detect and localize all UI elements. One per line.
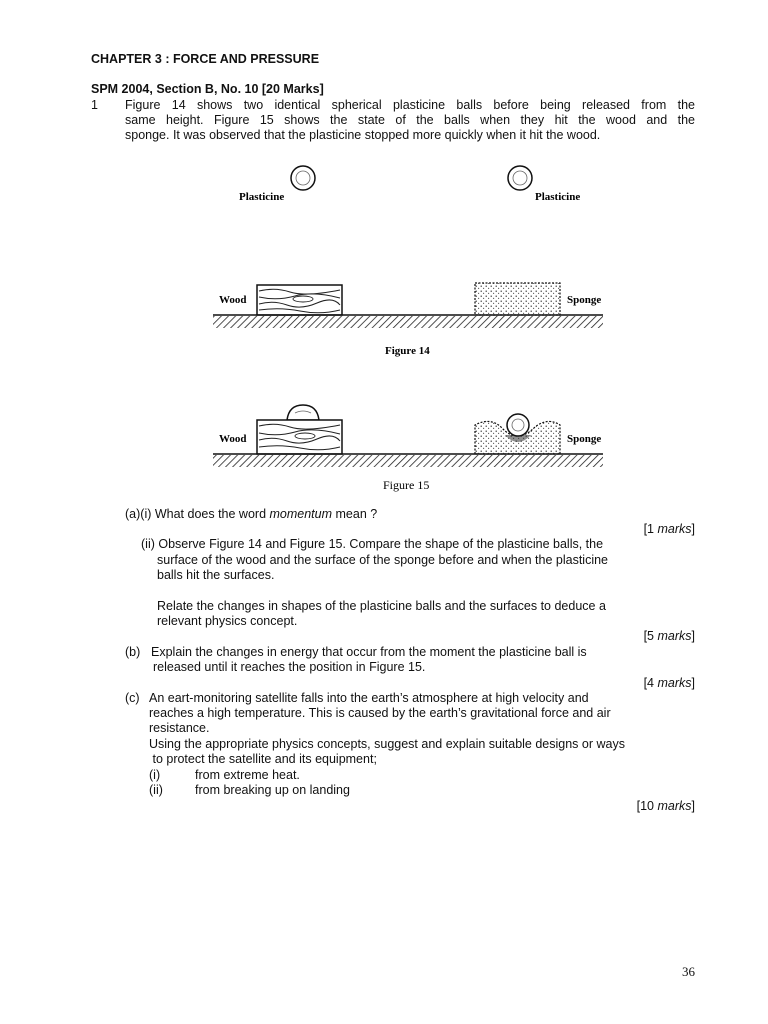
section-title: SPM 2004, Section B, No. 10 [20 Marks] bbox=[91, 82, 324, 96]
flattened-plasticine-ball bbox=[287, 405, 319, 420]
figure-14-caption: Figure 14 bbox=[385, 345, 430, 357]
fig15-label-sponge: Sponge bbox=[567, 433, 602, 445]
wood-block-fig15 bbox=[257, 420, 342, 454]
fig14-label-plasticine-left: Plasticine bbox=[239, 191, 285, 203]
marks-word: marks bbox=[657, 629, 692, 643]
part-c-marks bbox=[500, 799, 695, 815]
part-c-line-5: to protect the satellite and its equipment; bbox=[149, 752, 377, 766]
plasticine-ball-left bbox=[291, 166, 315, 190]
part-a-ii-line-3: balls hit the surfaces. bbox=[157, 568, 275, 582]
marks-word: marks bbox=[657, 799, 692, 813]
question-number: 1 bbox=[91, 98, 98, 112]
part-c-line-4: Using the appropriate physics concepts, suggest and explain suitable designs or ways bbox=[149, 737, 625, 751]
figure-15-caption: Figure 15 bbox=[383, 478, 430, 492]
marks-open: [4 bbox=[643, 676, 658, 690]
fig14-label-wood: Wood bbox=[219, 294, 247, 306]
part-a-ii-line-1: (ii) Observe Figure 14 and Figure 15. Compare the shape of the plasticine balls, the bbox=[141, 537, 604, 551]
marks-close: ] bbox=[691, 522, 695, 536]
marks-open: [5 bbox=[643, 629, 658, 643]
part-a-i-question bbox=[125, 507, 377, 523]
ground-surface-fig15 bbox=[213, 454, 603, 467]
wood-block bbox=[257, 285, 342, 315]
part-c-label: (c) bbox=[125, 691, 140, 705]
marks-word: marks bbox=[657, 522, 692, 536]
marks-open: [1 bbox=[643, 522, 658, 536]
ground-surface-fig14 bbox=[213, 315, 603, 328]
fig14-label-sponge: Sponge bbox=[567, 294, 602, 306]
intro-line-2: same height. Figure 15 shows the state of the balls when they hit the wood and the bbox=[125, 113, 695, 127]
marks-close: ] bbox=[691, 676, 695, 690]
part-b-line-2: released until it reaches the position in Figure 15. bbox=[153, 660, 426, 674]
part-a-ii-relate-2: relevant physics concept. bbox=[157, 614, 298, 628]
part-c-sub-i-label: (i) bbox=[149, 768, 161, 782]
intro-line-3: sponge. It was observed that the plasticine stopped more quickly when it hit the wood. bbox=[125, 128, 601, 142]
marks-close: ] bbox=[691, 799, 695, 813]
marks-open: [10 bbox=[636, 799, 658, 813]
part-a-i-marks bbox=[500, 522, 695, 538]
part-c-line-1: An eart-monitoring satellite falls into the earth’s atmosphere at high velocity and bbox=[149, 691, 589, 705]
fig15-label-wood: Wood bbox=[219, 433, 247, 445]
part-a-ii-relate-1: Relate the changes in shapes of the plasticine balls and the surfaces to deduce a bbox=[157, 599, 606, 613]
intro-line-1: Figure 14 shows two identical spherical plasticine balls before being released from the bbox=[125, 98, 695, 112]
part-c-line-3: resistance. bbox=[149, 721, 210, 735]
part-b-line-1: Explain the changes in energy that occur from the moment the plasticine ball is bbox=[151, 645, 587, 659]
part-a-ii-line-2: surface of the wood and the surface of the sponge before and when the plasticine bbox=[157, 553, 609, 567]
plasticine-ball-in-sponge bbox=[507, 414, 529, 436]
plasticine-ball-right bbox=[508, 166, 532, 190]
chapter-title: CHAPTER 3 : FORCE AND PRESSURE bbox=[91, 52, 320, 66]
page-number: 36 bbox=[682, 964, 695, 979]
part-a-i-prefix: (a)(i) What does the word bbox=[125, 507, 270, 521]
part-c-sub-ii-text: from breaking up on landing bbox=[195, 783, 350, 797]
marks-close: ] bbox=[691, 629, 695, 643]
part-c-sub-i-text: from extreme heat. bbox=[195, 768, 300, 782]
part-a-i-italic-term: momentum bbox=[269, 507, 333, 521]
figure-15-illustration bbox=[205, 395, 610, 500]
figure-14-illustration bbox=[205, 155, 610, 365]
fig14-label-plasticine-right: Plasticine bbox=[535, 191, 581, 203]
part-c-line-2: reaches a high temperature. This is caused by the earth’s gravitational force and air bbox=[149, 706, 611, 720]
part-c-sub-ii-label: (ii) bbox=[149, 783, 163, 797]
part-b-marks bbox=[500, 676, 695, 692]
marks-word: marks bbox=[657, 676, 692, 690]
part-a-i-suffix: mean ? bbox=[332, 507, 378, 521]
part-a-ii-marks bbox=[500, 629, 695, 645]
sponge-block bbox=[475, 283, 560, 315]
part-b-label: (b) bbox=[125, 645, 141, 659]
